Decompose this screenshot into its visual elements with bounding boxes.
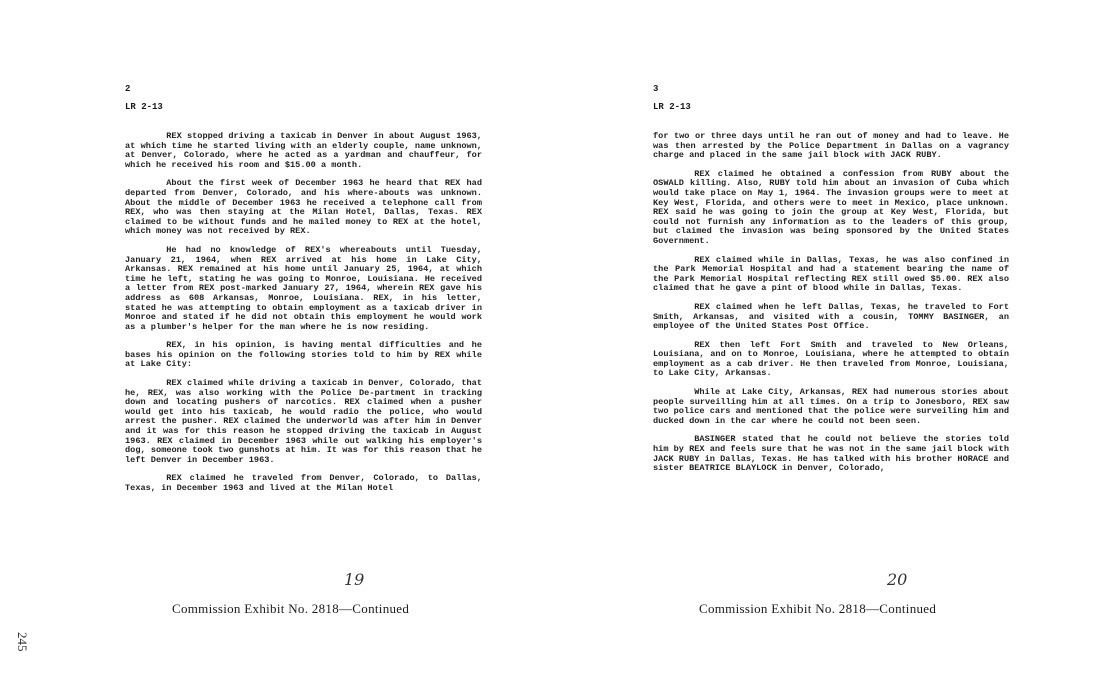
paragraph: REX claimed when he left Dallas, Texas, he traveled to Fort Smith, Arkansas, and visited with a cousin, TOMMY BASINGER, an employee of the United States Post Office. — [653, 301, 1009, 332]
paragraph: REX claimed while in Dallas, Texas, he was also confined in the Park Memorial Hospital and had a statement bearing the name of the Park Memorial Hospital reflecting REX still owed $5.00. REX also claimed that he gave a pint of blood while in Dallas, Texas. — [653, 254, 1009, 294]
paragraph: REX then left Fort Smith and traveled to New Orleans, Louisiana, and on to Monroe, Louisiana, where he attempted to obtain employment as a cab driver. He then traveled from Monroe, Louisiana, to Lake City, Arkansas. — [653, 339, 1009, 379]
paragraph: BASINGER stated that he could not believe the stories told him by REX and feels sure that he was not in the same jail block with JACK RUBY in Dallas, Texas. He has talked with his brother HORACE and sister BEATRICE BLAYLOCK in Denver, Colorado, — [653, 434, 1009, 474]
paragraph: REX claimed while driving a taxicab in Denver, Colorado, that he, REX, was also working with the Police De-partment in tracking down and locating pushers of narcotics. REX claimed when a pusher would get into his taxicab, he would radio the police, who would arrest the pusher. REX claimed the underworld was after him in Denver and it was for this reason he stopped driving the taxicab in August 1963. REX claimed in December 1963 while out walking his employer's dog, someone took two gunshots at him. It was for this reason that he left Denver in December 1963. — [125, 378, 482, 465]
file-reference: LR 2-13 — [653, 102, 691, 112]
paragraph: While at Lake City, Arkansas, REX had numerous stories about people surveilling him at all times. On a trip to Jonesboro, REX saw two police cars and mentioned that the police were surveiling him and ducked down in the car where he could not been seen. — [653, 387, 1009, 426]
paragraph: About the first week of December 1963 he heard that REX had departed from Denver, Colorado, and his where-abouts was unknown. About the middle of December 1963 he received a telephone call from REX, who was then staying at the Milan Hotel, Dallas, Texas. REX claimed to be without funds and he mailed money to REX at the hotel, which money was not received by REX. — [125, 178, 482, 237]
volume-page-number: 245 — [15, 632, 30, 652]
continued-paragraph: for two or three days until he ran out of money and had to leave. He was then arrested by the Police Department in Dallas on a vagrancy charge and placed in the same jail block with JACK RUBY. — [653, 131, 1009, 161]
paragraph: REX, in his opinion, is having mental difficulties and he bases his opinion on the following stories told to him by REX while at Lake City: — [125, 340, 482, 370]
exhibit-caption: Commission Exhibit No. 2818—Continued — [172, 601, 410, 616]
handwritten-page-number: 20 — [887, 570, 908, 589]
document-body — [125, 132, 482, 503]
page-number: 2 — [125, 84, 131, 94]
page-number: 3 — [653, 84, 659, 94]
paragraph: He had no knowledge of REX's whereabouts until Tuesday, January 21, 1964, when REX arrived at his home in Lake City, Arkansas. REX remained at his home until January 25, 1964, at which time he left, stating he was going to Monroe, Louisiana. He received a letter from REX post-marked January 27, 1964, wherein REX gave his address as 608 Arkansas, Monroe, Louisiana. REX, in his letter, stated he was attempting to obtain employment as a taxicab driver in Monroe and stated if he did not obtain this employment he would work as a plumber's helper for the man where he is now residing. — [125, 244, 482, 332]
handwritten-page-number: 19 — [344, 570, 365, 589]
document-body — [653, 132, 1009, 483]
exhibit-caption: Commission Exhibit No. 2818—Continued — [699, 601, 937, 616]
file-reference: LR 2-13 — [125, 102, 163, 112]
paragraph: REX stopped driving a taxicab in Denver in about August 1963, at which time he started living with an elderly couple, name unknown, at Denver, Colorado, where he acted as a yardman and chauffeur, for which he received his room and $15.00 a month. — [125, 131, 482, 170]
right-page — [547, 0, 1094, 691]
paragraph: REX claimed he obtained a confession from RUBY about the OSWALD killing. Also, RUBY told him about an invasion of Cuba which would take place on May 1, 1964. The invasion groups were to meet at Key West, Florida, and others were to meet in Mexico, place unknown. REX said he was going to join the group at Key West, Florida, but could not furnish any information as to the leaders of this group, but claimed the invasion was being sponsored by the United States Government. — [653, 168, 1009, 246]
paragraph: REX claimed he traveled from Denver, Colorado, to Dallas, Texas, in December 1963 and lived at the Milan Hotel — [125, 473, 482, 493]
